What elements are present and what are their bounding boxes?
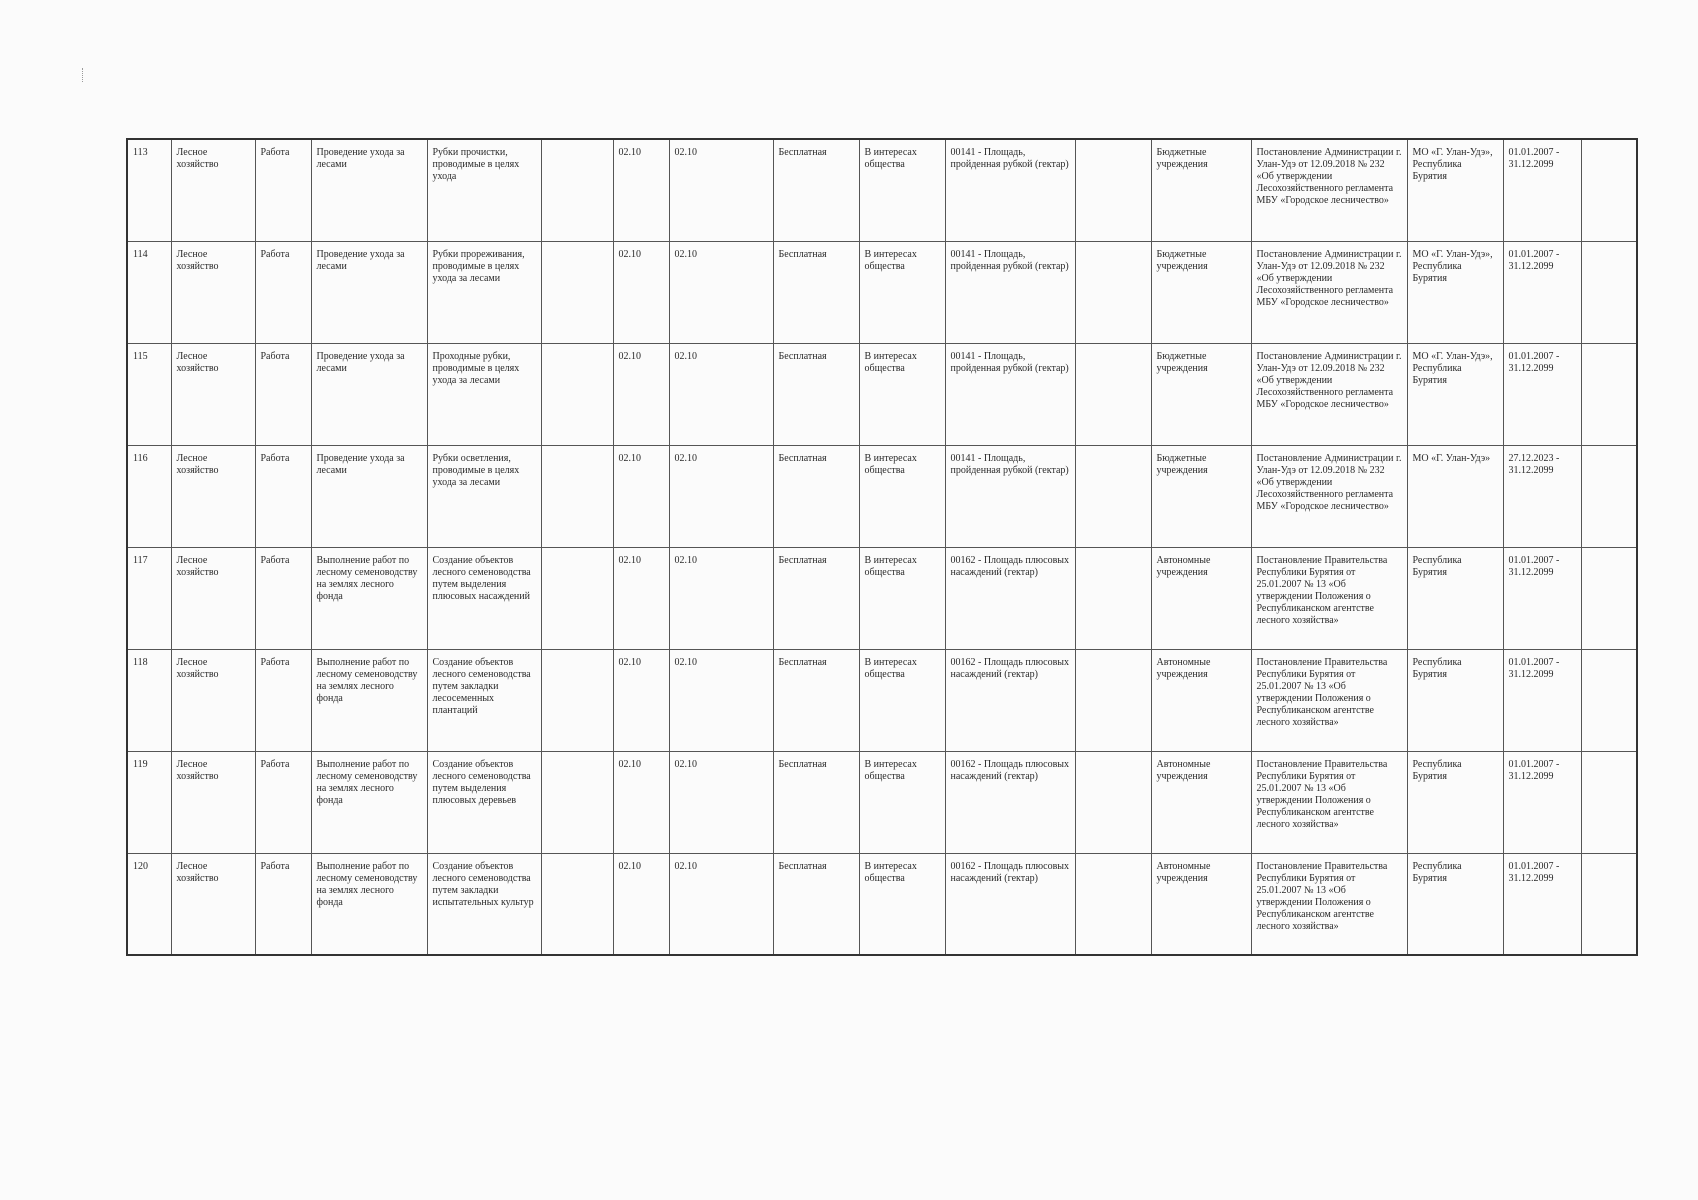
table-row xyxy=(127,547,1637,649)
cell-blank2 xyxy=(1075,445,1151,547)
cell-period: 01.01.2007 - 31.12.2099 xyxy=(1503,547,1581,649)
cell-blank2 xyxy=(1075,343,1151,445)
cell-fee: Бесплатная xyxy=(773,445,859,547)
cell-service: Выполнение работ по лесному семеноводству на землях лесного фонда xyxy=(311,547,427,649)
cell-indicator: 00141 - Площадь, пройденная рубкой (гектар) xyxy=(945,445,1075,547)
cell-blank1 xyxy=(541,343,613,445)
cell-legal-basis: Постановление Администрации г. Улан-Удэ от 12.09.2018 № 232 «Об утверждении Лесохозяйственного регламента МБУ «Городское лесничество» xyxy=(1251,139,1407,241)
cell-blank3 xyxy=(1581,241,1637,343)
cell-period: 01.01.2007 - 31.12.2099 xyxy=(1503,751,1581,853)
cell-service: Проведение ухода за лесами xyxy=(311,445,427,547)
cell-period: 01.01.2007 - 31.12.2099 xyxy=(1503,139,1581,241)
cell-period: 27.12.2023 - 31.12.2099 xyxy=(1503,445,1581,547)
cell-legal-basis: Постановление Правительства Республики Бурятия от 25.01.2007 № 13 «Об утверждении Положения о Республиканском агентстве лесного хозяйства» xyxy=(1251,547,1407,649)
cell-institution: Бюджетные учреждения xyxy=(1151,343,1251,445)
cell-blank3 xyxy=(1581,751,1637,853)
scan-artifact xyxy=(82,68,85,82)
cell-code1: 02.10 xyxy=(613,343,669,445)
cell-period: 01.01.2007 - 31.12.2099 xyxy=(1503,241,1581,343)
cell-blank2 xyxy=(1075,139,1151,241)
table-row xyxy=(127,139,1637,241)
cell-legal-basis: Постановление Правительства Республики Бурятия от 25.01.2007 № 13 «Об утверждении Положения о Республиканском агентстве лесного хозяйства» xyxy=(1251,649,1407,751)
cell-indicator: 00141 - Площадь, пройденная рубкой (гектар) xyxy=(945,139,1075,241)
cell-consumer: В интересах общества xyxy=(859,649,945,751)
cell-blank3 xyxy=(1581,343,1637,445)
cell-area: Лесное хозяйство xyxy=(171,445,255,547)
cell-code2: 02.10 xyxy=(669,649,773,751)
cell-indicator: 00162 - Площадь плюсовых насаждений (гектар) xyxy=(945,649,1075,751)
cell-num: 114 xyxy=(127,241,171,343)
cell-authority: Республика Бурятия xyxy=(1407,649,1503,751)
cell-code2: 02.10 xyxy=(669,343,773,445)
cell-consumer: В интересах общества xyxy=(859,241,945,343)
cell-fee: Бесплатная xyxy=(773,547,859,649)
cell-area: Лесное хозяйство xyxy=(171,751,255,853)
cell-authority: МО «Г. Улан-Удэ», Республика Бурятия xyxy=(1407,139,1503,241)
cell-fee: Бесплатная xyxy=(773,751,859,853)
cell-kind: Работа xyxy=(255,241,311,343)
cell-code1: 02.10 xyxy=(613,241,669,343)
cell-area: Лесное хозяйство xyxy=(171,343,255,445)
cell-num: 118 xyxy=(127,649,171,751)
cell-area: Лесное хозяйство xyxy=(171,547,255,649)
table-body xyxy=(127,139,1637,955)
table-row xyxy=(127,445,1637,547)
cell-num: 117 xyxy=(127,547,171,649)
cell-blank1 xyxy=(541,547,613,649)
cell-kind: Работа xyxy=(255,547,311,649)
cell-period: 01.01.2007 - 31.12.2099 xyxy=(1503,853,1581,955)
cell-area: Лесное хозяйство xyxy=(171,241,255,343)
cell-num: 113 xyxy=(127,139,171,241)
cell-institution: Бюджетные учреждения xyxy=(1151,445,1251,547)
cell-fee: Бесплатная xyxy=(773,649,859,751)
cell-num: 115 xyxy=(127,343,171,445)
cell-code2: 02.10 xyxy=(669,547,773,649)
cell-kind: Работа xyxy=(255,649,311,751)
cell-legal-basis: Постановление Администрации г. Улан-Удэ от 12.09.2018 № 232 «Об утверждении Лесохозяйственного регламента МБУ «Городское лесничество» xyxy=(1251,241,1407,343)
cell-blank2 xyxy=(1075,649,1151,751)
cell-blank2 xyxy=(1075,853,1151,955)
cell-blank1 xyxy=(541,853,613,955)
cell-code1: 02.10 xyxy=(613,139,669,241)
cell-kind: Работа xyxy=(255,751,311,853)
cell-indicator: 00162 - Площадь плюсовых насаждений (гектар) xyxy=(945,853,1075,955)
cell-fee: Бесплатная xyxy=(773,853,859,955)
cell-code2: 02.10 xyxy=(669,853,773,955)
table-row xyxy=(127,343,1637,445)
cell-content: Создание объектов лесного семеноводства путем выделения плюсовых насаждений xyxy=(427,547,541,649)
table-row xyxy=(127,751,1637,853)
cell-period: 01.01.2007 - 31.12.2099 xyxy=(1503,649,1581,751)
cell-service: Выполнение работ по лесному семеноводству на землях лесного фонда xyxy=(311,751,427,853)
cell-num: 119 xyxy=(127,751,171,853)
cell-blank3 xyxy=(1581,445,1637,547)
cell-code2: 02.10 xyxy=(669,751,773,853)
cell-service: Выполнение работ по лесному семеноводству на землях лесного фонда xyxy=(311,853,427,955)
cell-consumer: В интересах общества xyxy=(859,853,945,955)
cell-legal-basis: Постановление Правительства Республики Бурятия от 25.01.2007 № 13 «Об утверждении Положения о Республиканском агентстве лесного хозяйства» xyxy=(1251,751,1407,853)
cell-authority: Республика Бурятия xyxy=(1407,751,1503,853)
table-row xyxy=(127,649,1637,751)
cell-institution: Автономные учреждения xyxy=(1151,547,1251,649)
cell-indicator: 00162 - Площадь плюсовых насаждений (гектар) xyxy=(945,751,1075,853)
cell-code1: 02.10 xyxy=(613,649,669,751)
cell-authority: МО «Г. Улан-Удэ», Республика Бурятия xyxy=(1407,343,1503,445)
cell-content: Создание объектов лесного семеноводства путем закладки испытательных культур xyxy=(427,853,541,955)
cell-consumer: В интересах общества xyxy=(859,445,945,547)
cell-kind: Работа xyxy=(255,343,311,445)
cell-authority: МО «Г. Улан-Удэ» xyxy=(1407,445,1503,547)
cell-blank3 xyxy=(1581,649,1637,751)
cell-service: Выполнение работ по лесному семеноводству на землях лесного фонда xyxy=(311,649,427,751)
cell-content: Создание объектов лесного семеноводства путем закладки лесосеменных плантаций xyxy=(427,649,541,751)
cell-content: Проходные рубки, проводимые в целях ухода за лесами xyxy=(427,343,541,445)
cell-code2: 02.10 xyxy=(669,241,773,343)
cell-code2: 02.10 xyxy=(669,445,773,547)
cell-content: Рубки прореживания, проводимые в целях ухода за лесами xyxy=(427,241,541,343)
table-row xyxy=(127,853,1637,955)
cell-legal-basis: Постановление Администрации г. Улан-Удэ от 12.09.2018 № 232 «Об утверждении Лесохозяйственного регламента МБУ «Городское лесничество» xyxy=(1251,343,1407,445)
cell-blank1 xyxy=(541,445,613,547)
cell-code1: 02.10 xyxy=(613,853,669,955)
cell-content: Рубки прочистки, проводимые в целях ухода xyxy=(427,139,541,241)
cell-code2: 02.10 xyxy=(669,139,773,241)
cell-consumer: В интересах общества xyxy=(859,343,945,445)
cell-num: 120 xyxy=(127,853,171,955)
cell-code1: 02.10 xyxy=(613,445,669,547)
cell-kind: Работа xyxy=(255,853,311,955)
cell-blank1 xyxy=(541,751,613,853)
cell-institution: Бюджетные учреждения xyxy=(1151,241,1251,343)
cell-consumer: В интересах общества xyxy=(859,547,945,649)
cell-institution: Бюджетные учреждения xyxy=(1151,139,1251,241)
cell-area: Лесное хозяйство xyxy=(171,139,255,241)
cell-period: 01.01.2007 - 31.12.2099 xyxy=(1503,343,1581,445)
cell-indicator: 00141 - Площадь, пройденная рубкой (гектар) xyxy=(945,343,1075,445)
cell-authority: Республика Бурятия xyxy=(1407,853,1503,955)
cell-blank1 xyxy=(541,241,613,343)
cell-blank2 xyxy=(1075,241,1151,343)
cell-indicator: 00162 - Площадь плюсовых насаждений (гектар) xyxy=(945,547,1075,649)
cell-service: Проведение ухода за лесами xyxy=(311,139,427,241)
cell-fee: Бесплатная xyxy=(773,241,859,343)
cell-institution: Автономные учреждения xyxy=(1151,751,1251,853)
table-row xyxy=(127,241,1637,343)
cell-blank1 xyxy=(541,139,613,241)
cell-legal-basis: Постановление Правительства Республики Бурятия от 25.01.2007 № 13 «Об утверждении Положения о Республиканском агентстве лесного хозяйства» xyxy=(1251,853,1407,955)
cell-code1: 02.10 xyxy=(613,547,669,649)
cell-service: Проведение ухода за лесами xyxy=(311,343,427,445)
cell-authority: Республика Бурятия xyxy=(1407,547,1503,649)
registry-table xyxy=(126,138,1638,956)
cell-kind: Работа xyxy=(255,139,311,241)
cell-num: 116 xyxy=(127,445,171,547)
cell-kind: Работа xyxy=(255,445,311,547)
cell-indicator: 00141 - Площадь, пройденная рубкой (гектар) xyxy=(945,241,1075,343)
cell-consumer: В интересах общества xyxy=(859,139,945,241)
cell-content: Рубки осветления, проводимые в целях ухода за лесами xyxy=(427,445,541,547)
cell-area: Лесное хозяйство xyxy=(171,853,255,955)
cell-consumer: В интересах общества xyxy=(859,751,945,853)
cell-blank2 xyxy=(1075,547,1151,649)
cell-blank2 xyxy=(1075,751,1151,853)
cell-content: Создание объектов лесного семеноводства путем выделения плюсовых деревьев xyxy=(427,751,541,853)
cell-blank3 xyxy=(1581,547,1637,649)
cell-authority: МО «Г. Улан-Удэ», Республика Бурятия xyxy=(1407,241,1503,343)
cell-code1: 02.10 xyxy=(613,751,669,853)
cell-blank1 xyxy=(541,649,613,751)
cell-institution: Автономные учреждения xyxy=(1151,853,1251,955)
cell-service: Проведение ухода за лесами xyxy=(311,241,427,343)
cell-fee: Бесплатная xyxy=(773,343,859,445)
cell-institution: Автономные учреждения xyxy=(1151,649,1251,751)
cell-fee: Бесплатная xyxy=(773,139,859,241)
cell-blank3 xyxy=(1581,139,1637,241)
cell-blank3 xyxy=(1581,853,1637,955)
cell-legal-basis: Постановление Администрации г. Улан-Удэ от 12.09.2018 № 232 «Об утверждении Лесохозяйственного регламента МБУ «Городское лесничество» xyxy=(1251,445,1407,547)
cell-area: Лесное хозяйство xyxy=(171,649,255,751)
registry-table-wrapper xyxy=(126,138,1636,956)
